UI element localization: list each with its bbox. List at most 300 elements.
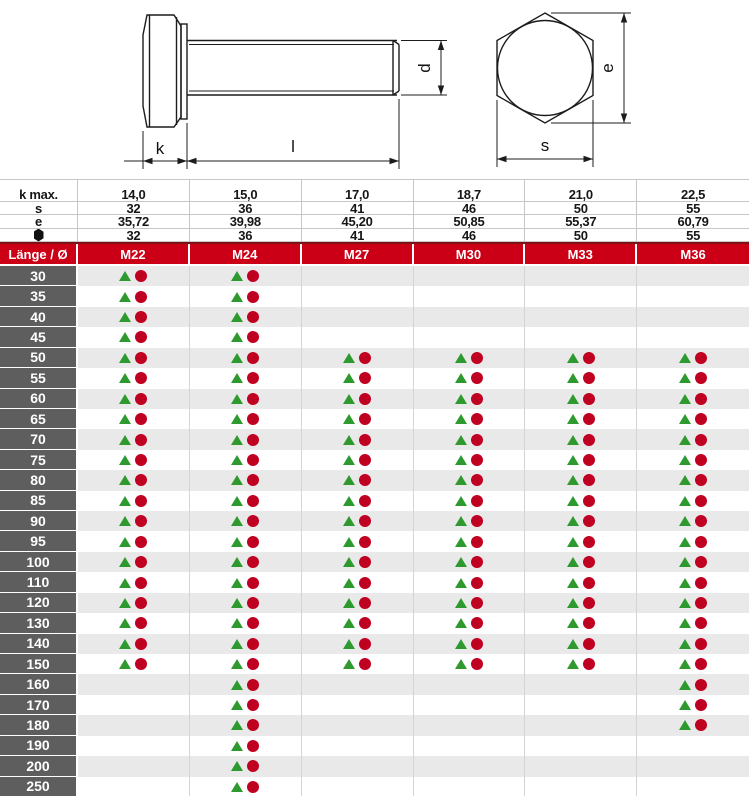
triangle-icon: [119, 271, 131, 281]
circle-icon: [247, 393, 259, 405]
availability-cell: [637, 634, 749, 654]
availability-table: [0, 266, 749, 796]
triangle-icon: [343, 394, 355, 404]
length-row-label: 40: [0, 307, 78, 327]
triangle-icon: [343, 435, 355, 445]
availability-cell: [78, 450, 190, 470]
availability-cell: [637, 695, 749, 715]
length-row-label: 35: [0, 286, 78, 306]
availability-cell: [302, 286, 414, 306]
circle-icon: [471, 372, 483, 384]
circle-icon: [695, 413, 707, 425]
length-row: [0, 389, 749, 409]
availability-cell: [637, 511, 749, 531]
availability-cell: [637, 756, 749, 776]
availability-cell: [637, 327, 749, 347]
length-row: [0, 654, 749, 674]
circle-icon: [135, 474, 147, 486]
circle-icon: [135, 331, 147, 343]
triangle-icon: [343, 353, 355, 363]
spec-value: 55: [637, 202, 749, 215]
size-column-header: M24: [190, 244, 302, 264]
availability-cell: [302, 368, 414, 388]
length-row: [0, 593, 749, 613]
length-row-label: 50: [0, 348, 78, 368]
availability-cell: [190, 593, 302, 613]
circle-icon: [695, 658, 707, 670]
availability-cell: [78, 286, 190, 306]
circle-icon: [583, 413, 595, 425]
length-row-label: 30: [0, 266, 78, 286]
availability-cell: [525, 695, 637, 715]
circle-icon: [247, 291, 259, 303]
availability-cell: [190, 674, 302, 694]
availability-cell: [78, 634, 190, 654]
availability-cell: [190, 470, 302, 490]
circle-icon: [247, 434, 259, 446]
spec-value: 14,0: [78, 180, 190, 202]
availability-cell: [302, 654, 414, 674]
circle-icon: [359, 474, 371, 486]
availability-cell: [78, 674, 190, 694]
length-row-label: 100: [0, 552, 78, 572]
circle-icon: [135, 617, 147, 629]
triangle-icon: [231, 394, 243, 404]
circle-icon: [247, 781, 259, 793]
triangle-icon: [231, 700, 243, 710]
circle-icon: [695, 372, 707, 384]
triangle-icon: [119, 455, 131, 465]
circle-icon: [135, 311, 147, 323]
bolt-technical-drawing: [0, 0, 749, 179]
dim-label-e: e: [598, 63, 617, 73]
availability-cell: [78, 368, 190, 388]
circle-icon: [247, 311, 259, 323]
triangle-icon: [455, 639, 467, 649]
circle-icon: [359, 454, 371, 466]
length-row: [0, 736, 749, 756]
availability-cell: [525, 715, 637, 735]
triangle-icon: [231, 618, 243, 628]
circle-icon: [695, 536, 707, 548]
availability-cell: [302, 327, 414, 347]
spec-value: 55: [637, 229, 749, 242]
triangle-icon: [231, 271, 243, 281]
triangle-icon: [231, 741, 243, 751]
circle-icon: [135, 413, 147, 425]
availability-cell: [414, 756, 526, 776]
triangle-icon: [343, 496, 355, 506]
availability-cell: [78, 531, 190, 551]
circle-icon: [359, 393, 371, 405]
triangle-icon: [567, 414, 579, 424]
circle-icon: [247, 577, 259, 589]
availability-cell: [414, 777, 526, 796]
triangle-icon: [231, 537, 243, 547]
availability-cell: [78, 389, 190, 409]
availability-cell: [525, 307, 637, 327]
circle-icon: [695, 679, 707, 691]
triangle-icon: [567, 639, 579, 649]
circle-icon: [583, 372, 595, 384]
circle-icon: [583, 352, 595, 364]
availability-cell: [637, 429, 749, 449]
availability-cell: [637, 348, 749, 368]
length-row-label: 180: [0, 715, 78, 735]
triangle-icon: [119, 414, 131, 424]
circle-icon: [247, 536, 259, 548]
circle-icon: [695, 474, 707, 486]
availability-cell: [637, 368, 749, 388]
triangle-icon: [343, 537, 355, 547]
length-row: [0, 674, 749, 694]
circle-icon: [695, 352, 707, 364]
availability-cell: [414, 613, 526, 633]
availability-cell: [414, 491, 526, 511]
availability-cell: [637, 307, 749, 327]
triangle-icon: [455, 353, 467, 363]
triangle-icon: [455, 618, 467, 628]
circle-icon: [247, 372, 259, 384]
availability-cell: [78, 470, 190, 490]
triangle-icon: [231, 475, 243, 485]
bolt-head-side: [143, 15, 181, 127]
length-row: [0, 695, 749, 715]
availability-cell: [414, 348, 526, 368]
availability-cell: [190, 491, 302, 511]
availability-cell: [414, 552, 526, 572]
triangle-icon: [231, 414, 243, 424]
circle-icon: [247, 658, 259, 670]
length-row: [0, 552, 749, 572]
availability-cell: [302, 450, 414, 470]
length-row-label: 85: [0, 491, 78, 511]
availability-cell: [190, 756, 302, 776]
availability-cell: [525, 286, 637, 306]
triangle-icon: [231, 353, 243, 363]
circle-icon: [583, 515, 595, 527]
circle-icon: [247, 413, 259, 425]
triangle-icon: [231, 455, 243, 465]
availability-cell: [78, 511, 190, 531]
triangle-icon: [455, 394, 467, 404]
spec-value: 41: [302, 229, 414, 242]
triangle-icon: [679, 394, 691, 404]
availability-cell: [190, 286, 302, 306]
circle-icon: [247, 474, 259, 486]
triangle-icon: [119, 578, 131, 588]
triangle-icon: [119, 394, 131, 404]
availability-cell: [525, 368, 637, 388]
circle-icon: [471, 454, 483, 466]
availability-cell: [302, 470, 414, 490]
triangle-icon: [455, 435, 467, 445]
triangle-icon: [119, 639, 131, 649]
circle-icon: [695, 495, 707, 507]
circle-icon: [135, 597, 147, 609]
circle-icon: [359, 597, 371, 609]
circle-icon: [583, 536, 595, 548]
availability-cell: [414, 368, 526, 388]
length-row: [0, 572, 749, 592]
availability-cell: [190, 389, 302, 409]
availability-cell: [302, 531, 414, 551]
circle-icon: [247, 740, 259, 752]
triangle-icon: [343, 516, 355, 526]
circle-icon: [359, 617, 371, 629]
length-row-label: 45: [0, 327, 78, 347]
availability-cell: [190, 409, 302, 429]
length-row-label: 75: [0, 450, 78, 470]
availability-cell: [414, 450, 526, 470]
circle-icon: [359, 372, 371, 384]
availability-cell: [414, 715, 526, 735]
circle-icon: [247, 515, 259, 527]
circle-icon: [135, 556, 147, 568]
length-row: [0, 634, 749, 654]
circle-icon: [135, 495, 147, 507]
length-row: [0, 450, 749, 470]
circle-icon: [583, 495, 595, 507]
circle-icon: [135, 454, 147, 466]
length-row: [0, 348, 749, 368]
availability-cell: [525, 511, 637, 531]
circle-icon: [247, 679, 259, 691]
availability-cell: [78, 654, 190, 674]
triangle-icon: [679, 618, 691, 628]
length-row-label: 90: [0, 511, 78, 531]
triangle-icon: [679, 578, 691, 588]
triangle-icon: [231, 782, 243, 792]
circle-icon: [471, 658, 483, 670]
triangle-icon: [119, 598, 131, 608]
availability-cell: [78, 327, 190, 347]
triangle-icon: [679, 373, 691, 383]
length-row: [0, 756, 749, 776]
triangle-icon: [455, 475, 467, 485]
availability-cell: [78, 613, 190, 633]
triangle-icon: [455, 496, 467, 506]
availability-cell: [78, 348, 190, 368]
availability-cell: [190, 777, 302, 796]
dim-label-l: l: [291, 137, 295, 156]
circle-icon: [359, 352, 371, 364]
circle-icon: [471, 474, 483, 486]
spec-value: 32: [78, 229, 190, 242]
circle-icon: [247, 331, 259, 343]
spec-value: 60,79: [637, 215, 749, 229]
triangle-icon: [119, 353, 131, 363]
circle-icon: [695, 454, 707, 466]
triangle-icon: [679, 414, 691, 424]
circle-icon: [471, 393, 483, 405]
availability-cell: [190, 634, 302, 654]
circle-icon: [359, 638, 371, 650]
availability-cell: [525, 777, 637, 796]
availability-cell: [190, 531, 302, 551]
circle-icon: [135, 270, 147, 282]
availability-cell: [78, 736, 190, 756]
availability-cell: [525, 552, 637, 572]
chamfer-circle: [498, 21, 593, 116]
circle-icon: [247, 699, 259, 711]
spec-value: 18,7: [414, 180, 526, 202]
triangle-icon: [119, 435, 131, 445]
triangle-icon: [231, 639, 243, 649]
circle-icon: [471, 536, 483, 548]
length-row: [0, 470, 749, 490]
circle-icon: [247, 719, 259, 731]
length-row: [0, 286, 749, 306]
triangle-icon: [343, 455, 355, 465]
availability-cell: [414, 389, 526, 409]
triangle-icon: [231, 292, 243, 302]
triangle-icon: [567, 516, 579, 526]
triangle-icon: [343, 475, 355, 485]
circle-icon: [135, 536, 147, 548]
triangle-icon: [679, 700, 691, 710]
triangle-icon: [567, 659, 579, 669]
length-row-label: 130: [0, 613, 78, 633]
availability-cell: [302, 552, 414, 572]
circle-icon: [471, 577, 483, 589]
triangle-icon: [231, 557, 243, 567]
triangle-icon: [455, 537, 467, 547]
circle-icon: [695, 638, 707, 650]
availability-cell: [190, 429, 302, 449]
spec-value: 36: [190, 229, 302, 242]
circle-icon: [471, 413, 483, 425]
circle-icon: [247, 495, 259, 507]
triangle-icon: [679, 435, 691, 445]
length-row: [0, 531, 749, 551]
triangle-icon: [231, 332, 243, 342]
availability-cell: [637, 715, 749, 735]
spec-value: 22,5: [637, 180, 749, 202]
availability-cell: [190, 368, 302, 388]
bolt-shaft: [187, 41, 399, 96]
spec-value: 36: [190, 202, 302, 215]
availability-cell: [525, 654, 637, 674]
length-row: [0, 613, 749, 633]
triangle-icon: [567, 537, 579, 547]
triangle-icon: [119, 332, 131, 342]
triangle-icon: [679, 516, 691, 526]
spec-value: 32: [78, 202, 190, 215]
circle-icon: [247, 597, 259, 609]
circle-icon: [471, 515, 483, 527]
availability-cell: [190, 266, 302, 286]
availability-cell: [414, 511, 526, 531]
length-row-label: 150: [0, 654, 78, 674]
circle-icon: [695, 393, 707, 405]
circle-icon: [247, 638, 259, 650]
availability-cell: [525, 450, 637, 470]
triangle-icon: [567, 598, 579, 608]
availability-cell: [414, 695, 526, 715]
triangle-icon: [119, 312, 131, 322]
circle-icon: [471, 597, 483, 609]
availability-cell: [525, 470, 637, 490]
availability-cell: [414, 634, 526, 654]
triangle-icon: [119, 659, 131, 669]
length-row-label: 55: [0, 368, 78, 388]
availability-cell: [78, 572, 190, 592]
spec-table: [0, 179, 749, 242]
availability-cell: [637, 450, 749, 470]
availability-cell: [78, 491, 190, 511]
triangle-icon: [455, 598, 467, 608]
circle-icon: [471, 352, 483, 364]
availability-cell: [78, 777, 190, 796]
circle-icon: [247, 270, 259, 282]
circle-icon: [583, 658, 595, 670]
length-row-label: 250: [0, 777, 78, 796]
availability-cell: [190, 715, 302, 735]
length-row-label: 65: [0, 409, 78, 429]
circle-icon: [247, 352, 259, 364]
triangle-icon: [231, 496, 243, 506]
availability-cell: [637, 389, 749, 409]
length-row: [0, 491, 749, 511]
circle-icon: [135, 638, 147, 650]
availability-cell: [525, 266, 637, 286]
circle-icon: [695, 577, 707, 589]
circle-icon: [359, 434, 371, 446]
bolt-head-front: [497, 13, 593, 123]
availability-cell: [637, 674, 749, 694]
size-header-row: [0, 244, 749, 264]
circle-icon: [583, 577, 595, 589]
size-column-header: M22: [78, 244, 190, 264]
triangle-icon: [455, 414, 467, 424]
triangle-icon: [343, 659, 355, 669]
availability-cell: [637, 777, 749, 796]
spec-row-label: k max.: [0, 180, 78, 202]
triangle-icon: [119, 475, 131, 485]
circle-icon: [135, 577, 147, 589]
availability-cell: [78, 593, 190, 613]
availability-cell: [525, 634, 637, 654]
circle-icon: [695, 515, 707, 527]
availability-cell: [637, 593, 749, 613]
availability-cell: [414, 409, 526, 429]
circle-icon: [695, 556, 707, 568]
availability-cell: [302, 613, 414, 633]
triangle-icon: [567, 455, 579, 465]
availability-cell: [525, 613, 637, 633]
length-row: [0, 327, 749, 347]
availability-cell: [302, 777, 414, 796]
availability-cell: [414, 429, 526, 449]
size-column-header: M30: [414, 244, 526, 264]
triangle-icon: [679, 353, 691, 363]
availability-cell: [525, 531, 637, 551]
availability-cell: [414, 266, 526, 286]
dim-label-s: s: [540, 136, 550, 155]
triangle-icon: [231, 680, 243, 690]
triangle-icon: [119, 373, 131, 383]
triangle-icon: [119, 537, 131, 547]
triangle-icon: [679, 659, 691, 669]
triangle-icon: [567, 496, 579, 506]
availability-cell: [190, 348, 302, 368]
availability-cell: [190, 307, 302, 327]
availability-cell: [190, 327, 302, 347]
triangle-icon: [455, 373, 467, 383]
circle-icon: [135, 352, 147, 364]
availability-cell: [525, 389, 637, 409]
